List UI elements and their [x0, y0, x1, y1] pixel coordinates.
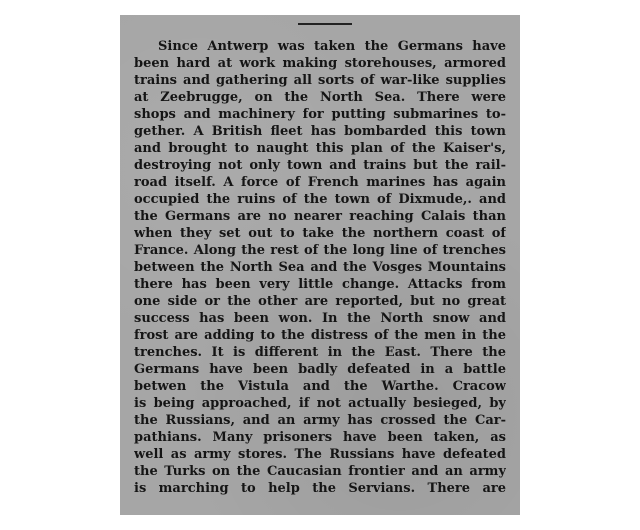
article-line: Since Antwerp was taken the Germans have [158, 39, 506, 54]
article-line: when they set out to take the northern coast of [134, 226, 506, 241]
article-line: shops and machinery for putting submarines to- [134, 107, 506, 122]
article-line: success has been won. In the North snow and [134, 311, 506, 326]
article-line: road itself. A force of French marines has again [134, 175, 506, 190]
article-line: destroying not only town and trains but the rail- [134, 158, 506, 173]
article-line: is marching to help the Servians. There are [134, 481, 506, 496]
article-line: at Zeebrugge, on the North Sea. There were [134, 90, 506, 105]
article-line: trenches. It is different in the East. There the [134, 345, 506, 360]
article-line: betwen the Vistula and the Warthe. Cracow [134, 379, 506, 394]
article-line: trains and gathering all sorts of war-like supplies [134, 73, 506, 88]
article-line: frost are adding to the distress of the men in the [134, 328, 506, 343]
column-rule [298, 23, 352, 25]
article-line: the Turks on the Caucasian frontier and an army [134, 464, 506, 479]
article-line: pathians. Many prisoners have been taken, as [134, 430, 506, 445]
article-line: one side or the other are reported, but no great [134, 294, 506, 309]
article-line: and brought to naught this plan of the Kaiser's, [134, 141, 506, 156]
article-body [134, 38, 506, 497]
article-line: the Germans are no nearer reaching Calais than [134, 209, 506, 224]
article-line: the Russians, and an army has crossed the Car- [134, 413, 506, 428]
article-line: there has been very little change. Attacks from [134, 277, 506, 292]
newspaper-clipping [120, 15, 520, 515]
article-line: occupied the ruins of the town of Dixmude,. and [134, 192, 506, 207]
article-line: is being approached, if not actually besieged, by [134, 396, 506, 411]
article-line: France. Along the rest of the long line of trenches [134, 243, 506, 258]
article-line: Germans have been badly defeated in a battle [134, 362, 506, 377]
article-line: between the North Sea and the Vosges Mountains [134, 260, 506, 275]
article-line: been hard at work making storehouses, armored [134, 56, 506, 71]
article-line: gether. A British fleet has bombarded this town [134, 124, 506, 139]
article-line: well as army stores. The Russians have defeated [134, 447, 506, 462]
